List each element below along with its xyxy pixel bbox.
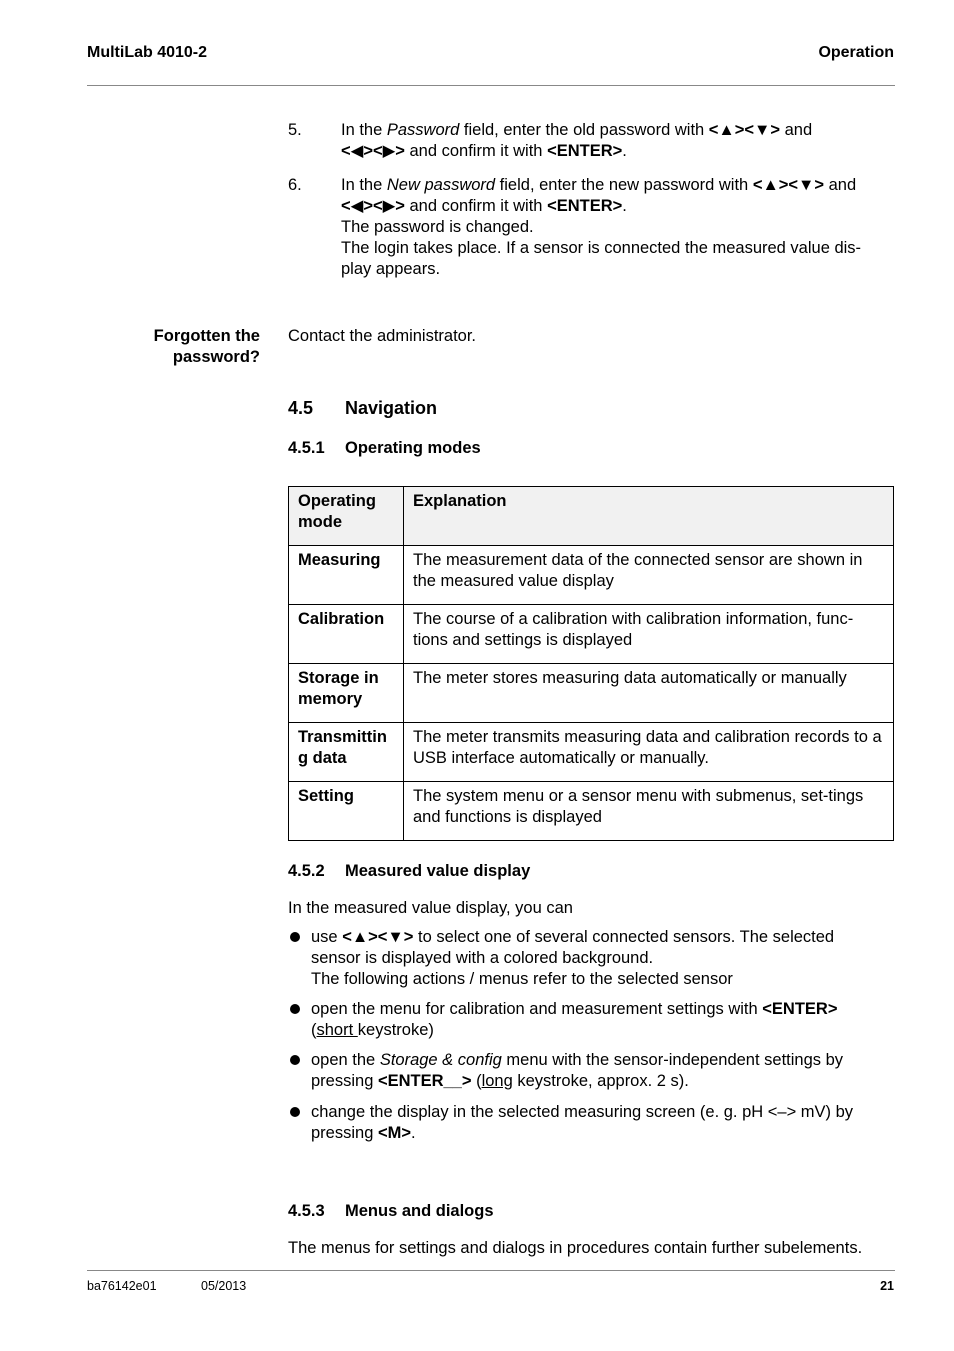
- text-run: and confirm it with: [404, 197, 548, 215]
- step-number: 6.: [288, 176, 302, 194]
- text-run: .: [622, 142, 627, 160]
- step-line: [341, 120, 891, 141]
- text-run: .: [622, 197, 627, 215]
- text-run: <◀><▶>: [341, 142, 405, 160]
- text-run: <ENTER>: [762, 1000, 838, 1018]
- section-heading-4-5-3: [288, 1202, 494, 1221]
- text-run: menu with the sensor-independent settings by: [501, 1051, 844, 1069]
- section-number: 4.5: [288, 398, 314, 418]
- side-heading-line: Forgotten the: [153, 327, 260, 345]
- table-cell-mode: Calibration: [289, 605, 404, 664]
- step-line: [341, 175, 891, 196]
- text-run: The following actions / menus refer to the selected sensor: [311, 970, 733, 988]
- side-heading-line: password?: [172, 348, 260, 366]
- text-run: to select one of several connected sensors. The selected: [413, 928, 835, 946]
- intro-menus-dialogs: The menus for settings and dialogs in procedures contain further subelements.: [288, 1239, 863, 1257]
- text-run: .: [410, 1124, 416, 1142]
- text-run: pressing: [311, 1124, 378, 1142]
- section-number: 4.5.1: [288, 439, 325, 457]
- footer-rule: [87, 1270, 895, 1271]
- text-run: and: [824, 176, 857, 194]
- header-title: MultiLab 4010-2: [87, 44, 208, 61]
- step-5: [341, 120, 891, 162]
- text-run: Storage & config: [379, 1051, 502, 1069]
- text-run: long: [481, 1072, 513, 1090]
- text-run: field, enter the new password with: [495, 176, 753, 194]
- text-run: pressing: [311, 1072, 378, 1090]
- operating-modes-table: [288, 486, 894, 841]
- step-line: The login takes place. If a sensor is connected the measured value dis-: [341, 239, 862, 257]
- table-cell-mode: Storage in memory: [289, 664, 404, 723]
- table-header-row: [289, 487, 894, 546]
- header-rule: [87, 85, 895, 86]
- text-run: field, enter the old password with: [459, 121, 709, 139]
- list-item: [288, 927, 894, 990]
- step-6: [341, 175, 891, 280]
- step-number: 5.: [288, 121, 302, 139]
- intro-measured-value-display: In the measured value display, you can: [288, 899, 573, 917]
- text-run: <◀><▶>: [341, 197, 405, 215]
- text-run: <M>: [377, 1124, 411, 1142]
- text-run: <ENTER>: [547, 197, 623, 215]
- bullet-icon: [290, 1107, 300, 1117]
- text-run: keystroke): [357, 1021, 434, 1039]
- text-run: change the display in the selected measuring screen (e. g. pH <–> mV) by: [311, 1103, 854, 1121]
- section-number: 4.5.3: [288, 1202, 325, 1220]
- text-run: <▲><▼>: [708, 121, 781, 139]
- text-run: <ENTER__>: [377, 1072, 472, 1090]
- bullet-line: [311, 1102, 894, 1123]
- text-run: open the menu for calibration and measurement settings with: [311, 1000, 763, 1018]
- table-cell-explanation: The course of a calibration with calibration information, func-tions and settings is displayed: [404, 605, 894, 664]
- table-cell-explanation: The meter stores measuring data automatically or manually: [404, 664, 894, 723]
- section-number: 4.5.2: [288, 862, 325, 880]
- list-item: [288, 1050, 894, 1092]
- text-run: and confirm it with: [404, 142, 548, 160]
- page-number: 21: [880, 1279, 894, 1293]
- text-run: Password: [386, 121, 460, 139]
- footer-doc-number: ba76142e01: [87, 1279, 157, 1293]
- side-heading-forgotten: [100, 326, 260, 368]
- text-run: New password: [386, 176, 496, 194]
- bullet-line: [311, 999, 894, 1020]
- table-cell-mode: Measuring: [289, 546, 404, 605]
- text-run: sensor is displayed with a colored background.: [311, 949, 654, 967]
- section-title: Operating modes: [345, 439, 481, 457]
- section-heading-4-5-2: [288, 862, 530, 881]
- text-run: In the: [341, 176, 387, 194]
- list-item: [288, 999, 894, 1041]
- text-run: short: [316, 1021, 358, 1039]
- text-run: <▲><▼>: [342, 928, 414, 946]
- footer-date: 05/2013: [201, 1279, 247, 1293]
- table-row: [289, 723, 894, 782]
- bullet-line: [311, 927, 894, 948]
- bullet-line: [311, 1020, 894, 1041]
- table-cell-mode: Setting: [289, 782, 404, 841]
- table-row: [289, 605, 894, 664]
- step-line: [341, 196, 891, 217]
- text-run: <ENTER>: [547, 142, 623, 160]
- table-row: [289, 782, 894, 841]
- text-run: (: [311, 1021, 317, 1039]
- text-run: <▲><▼>: [752, 176, 825, 194]
- step-line: play appears.: [341, 260, 441, 278]
- table-cell-explanation: The system menu or a sensor menu with submenus, set-tings and functions is displayed: [404, 782, 894, 841]
- bullet-line: [311, 969, 894, 990]
- text-run: In the: [341, 121, 387, 139]
- table-cell-explanation: The meter transmits measuring data and calibration records to a USB interface automatically or manually.: [404, 723, 894, 782]
- bullet-line: [311, 1123, 894, 1144]
- text-run: open the: [311, 1051, 380, 1069]
- text-run: (: [471, 1072, 482, 1090]
- table-header-cell: Operating mode: [289, 487, 404, 546]
- table-header-cell: Explanation: [404, 487, 894, 546]
- step-line: The password is changed.: [341, 218, 534, 236]
- bullet-line: [311, 1050, 894, 1071]
- bullet-icon: [290, 932, 300, 942]
- section-heading-4-5-1: [288, 439, 481, 458]
- step-line: [341, 141, 891, 162]
- table-cell-explanation: The measurement data of the connected sensor are shown in the measured value display: [404, 546, 894, 605]
- header-section: Operation: [818, 44, 894, 61]
- section-heading-4-5: [288, 398, 437, 419]
- section-title: Navigation: [345, 398, 438, 418]
- table-row: [289, 664, 894, 723]
- text-run: keystroke, approx. 2 s).: [512, 1072, 689, 1090]
- section-title: Measured value display: [345, 862, 531, 880]
- section-title: Menus and dialogs: [345, 1202, 494, 1220]
- list-item: [288, 1102, 894, 1144]
- table-row: [289, 546, 894, 605]
- bullet-line: [311, 1071, 894, 1092]
- bullet-line: [311, 948, 894, 969]
- forgotten-text: Contact the administrator.: [288, 327, 477, 345]
- bullet-icon: [290, 1055, 300, 1065]
- bullet-icon: [290, 1004, 300, 1014]
- table-cell-mode: Transmittin g data: [289, 723, 404, 782]
- text-run: use: [311, 928, 343, 946]
- text-run: and: [780, 121, 813, 139]
